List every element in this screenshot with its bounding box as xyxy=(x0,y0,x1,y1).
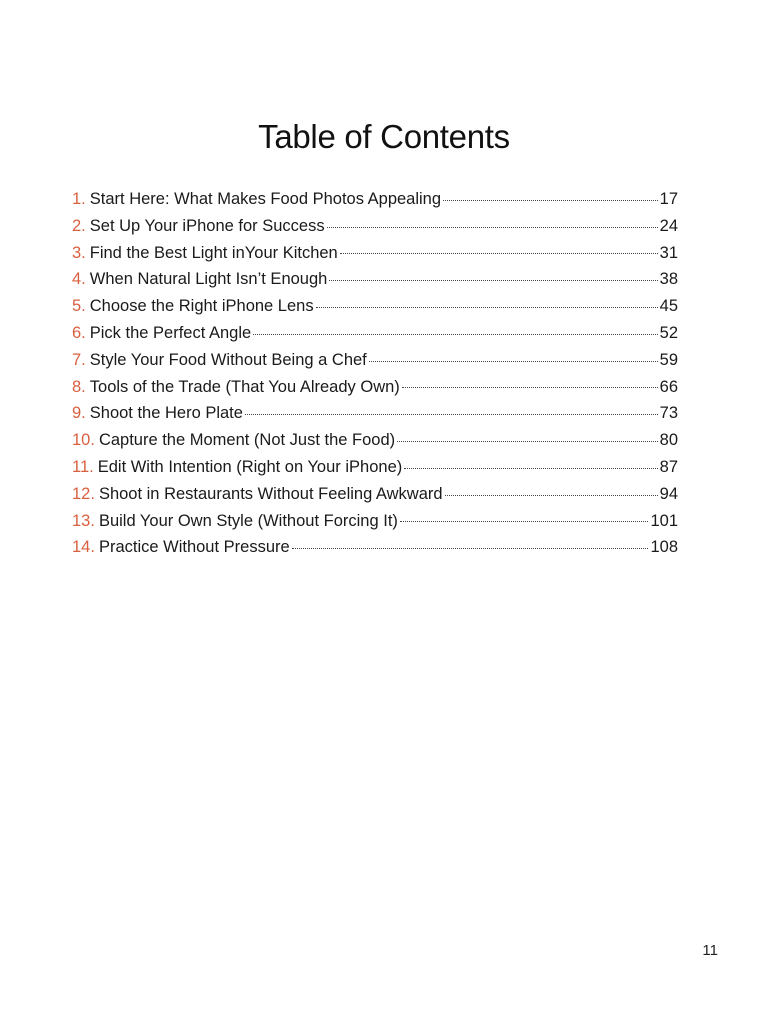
toc-entry[interactable] xyxy=(72,266,678,293)
toc-entry-title: Find the Best Light inYour Kitchen xyxy=(89,243,338,262)
toc-entry-page: 87 xyxy=(659,457,678,476)
toc-dot-leader xyxy=(316,305,658,308)
page-number: 11 xyxy=(702,942,718,959)
toc-entry[interactable] xyxy=(72,534,678,561)
toc-entry-number: 4. xyxy=(72,270,86,289)
toc-entry-title: Start Here: What Makes Food Photos Appealing xyxy=(89,190,442,208)
toc-dot-leader xyxy=(369,359,658,362)
toc-entry-title: When Natural Light Isn’t Enough xyxy=(89,270,328,289)
toc-entry-page: 17 xyxy=(659,190,678,208)
toc-entry-page: 24 xyxy=(659,216,678,235)
toc-dot-leader xyxy=(402,385,658,388)
toc-entry[interactable] xyxy=(72,186,678,213)
toc-entry[interactable] xyxy=(72,400,678,427)
toc-entry-title: Choose the Right iPhone Lens xyxy=(89,297,314,316)
toc-entry[interactable] xyxy=(72,508,678,535)
toc-dot-leader xyxy=(292,546,649,549)
toc-entry-page: 80 xyxy=(659,431,678,450)
toc-entry-number: 5. xyxy=(72,297,86,316)
toc-entry-page: 108 xyxy=(650,538,678,557)
toc-entry-title: Practice Without Pressure xyxy=(98,538,290,557)
toc-entry-title: Edit With Intention (Right on Your iPhone) xyxy=(97,457,403,476)
toc-entry-page: 52 xyxy=(659,323,678,342)
toc-entry[interactable] xyxy=(72,213,678,240)
toc-entry[interactable] xyxy=(72,481,678,508)
toc-entry-number: 12. xyxy=(72,484,95,503)
toc-entry-title: Shoot the Hero Plate xyxy=(89,404,243,423)
toc-dot-leader xyxy=(443,198,658,201)
toc-dot-leader xyxy=(397,439,657,442)
toc-dot-leader xyxy=(445,493,658,496)
toc-entry-number: 8. xyxy=(72,377,86,396)
toc-dot-leader xyxy=(329,278,657,281)
toc-dot-leader xyxy=(400,519,649,522)
toc-entry-number: 7. xyxy=(72,350,86,369)
toc-entry-page: 66 xyxy=(659,377,678,396)
toc-entry[interactable] xyxy=(72,427,678,454)
toc-entry[interactable] xyxy=(72,293,678,320)
toc-entry-title: Build Your Own Style (Without Forcing It) xyxy=(98,511,398,530)
toc-entry[interactable] xyxy=(72,347,678,374)
toc-entry[interactable] xyxy=(72,320,678,347)
toc-entry-page: 73 xyxy=(659,404,678,423)
toc-entry-page: 31 xyxy=(659,243,678,262)
toc-entry[interactable] xyxy=(72,374,678,401)
toc-entry-number: 1. xyxy=(72,190,86,208)
toc-dot-leader xyxy=(245,412,658,415)
toc-entry-title: Capture the Moment (Not Just the Food) xyxy=(98,431,396,450)
page-title: Table of Contents xyxy=(258,118,510,155)
toc-entry-page: 94 xyxy=(659,484,678,503)
toc-entry[interactable] xyxy=(72,240,678,267)
toc-entry-title: Pick the Perfect Angle xyxy=(89,323,252,342)
toc-entry-number: 10. xyxy=(72,431,95,450)
toc-entry-page: 45 xyxy=(659,297,678,316)
toc-entry[interactable] xyxy=(72,454,678,481)
toc-entry-title: Set Up Your iPhone for Success xyxy=(89,216,325,235)
toc-dot-leader xyxy=(327,225,658,228)
table-of-contents xyxy=(72,186,678,561)
toc-dot-leader xyxy=(340,251,658,254)
toc-entry-number: 3. xyxy=(72,243,86,262)
toc-entry-number: 14. xyxy=(72,538,95,557)
toc-entry-number: 2. xyxy=(72,216,86,235)
toc-entry-page: 59 xyxy=(659,350,678,369)
toc-entry-title: Tools of the Trade (That You Already Own) xyxy=(89,377,400,396)
toc-entry-number: 6. xyxy=(72,323,86,342)
toc-entry-number: 11. xyxy=(72,457,94,476)
toc-dot-leader xyxy=(253,332,657,335)
toc-entry-page: 38 xyxy=(659,270,678,289)
toc-entry-page: 101 xyxy=(650,511,678,530)
toc-entry-title: Shoot in Restaurants Without Feeling Awkward xyxy=(98,484,443,503)
toc-dot-leader xyxy=(404,466,657,469)
toc-entry-number: 9. xyxy=(72,404,86,423)
toc-entry-title: Style Your Food Without Being a Chef xyxy=(89,350,367,369)
toc-entry-number: 13. xyxy=(72,511,95,530)
